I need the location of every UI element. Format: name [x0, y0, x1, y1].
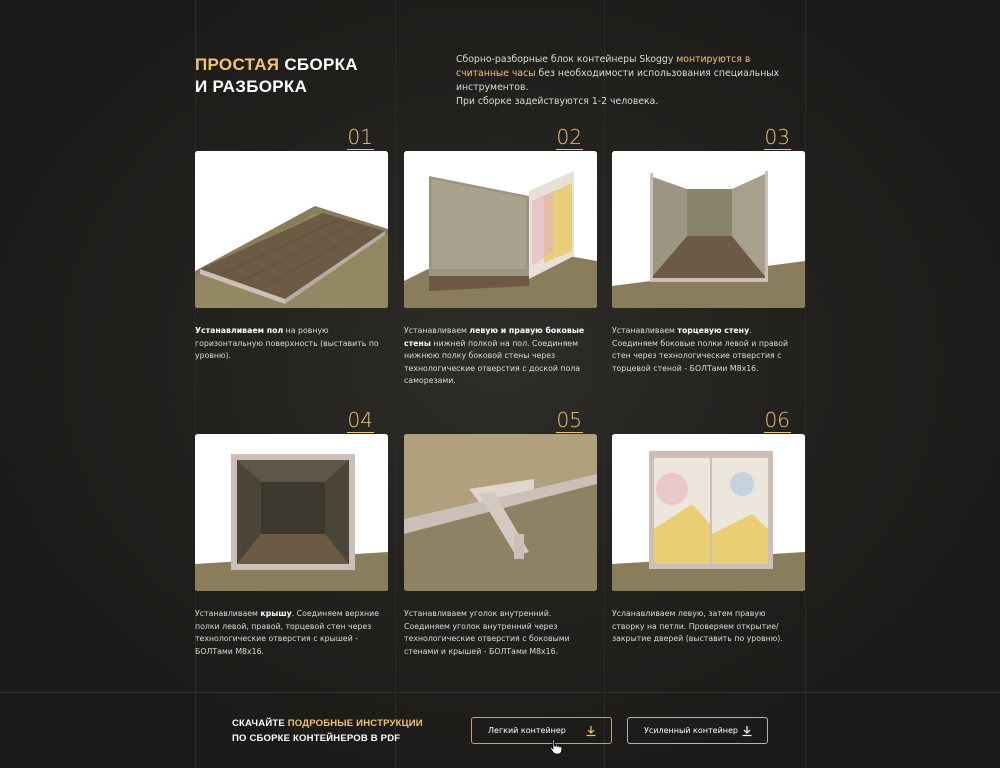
step-number: 01	[347, 125, 373, 149]
download-line2: ПО СБОРКЕ КОНТЕЙНЕРОВ В PDF	[232, 733, 401, 744]
step-text: . Соединяем верхние полки левой, правой, торцевой стен через технологические отверстия с крышей - БОЛТами М8х16.	[195, 609, 380, 656]
step-text: Устанавливаем уголок внутренний. Соединяем уголок внутренний через технологические отверстия с боковыми стенами и крышей - БОЛТами М8х16.	[404, 609, 570, 656]
page-title	[195, 54, 358, 98]
intro-line2: При сборке задействуются 1-2 человека.	[456, 96, 659, 107]
step-text: . Соединяем боковые полки левой и правой стен через технологические отверстия с торцевой стеной - БОЛТами М8х16.	[612, 326, 789, 373]
download-accent: ПОДРОБНЫЕ ИНСТРУКЦИИ	[287, 718, 423, 729]
step-bold: Устанавливаем пол	[195, 326, 284, 335]
step-number: 06	[764, 408, 790, 432]
step-number: 05	[556, 408, 582, 432]
download-light-container-button[interactable]	[471, 717, 612, 744]
grid-line	[604, 0, 605, 768]
step-bold: левую и правую боковые стены	[404, 326, 585, 348]
step-image-roof	[195, 434, 388, 591]
step-description	[404, 325, 589, 388]
title-line2: И РАЗБОРКА	[195, 77, 308, 96]
title-rest: СБОРКА	[279, 55, 358, 74]
download-icon	[585, 725, 597, 737]
download-strong-container-button[interactable]	[627, 717, 768, 744]
step-bold: крышу	[260, 609, 292, 618]
intro-part1: Сборно-разборные блок контейнеры Skoggy	[456, 54, 677, 65]
step-image-inner-corner	[404, 434, 597, 591]
step-number: 02	[556, 125, 582, 149]
step-text: нижней полкой на пол. Соединяем нижнюю полку боковой стены через технологические отверстия с доской пола саморезами.	[404, 338, 581, 385]
intro-text	[456, 53, 796, 109]
intro-part2: без необходимости использования специальных инструментов.	[456, 68, 780, 93]
download-prefix: СКАЧАЙТЕ	[232, 718, 288, 729]
step-description	[195, 325, 380, 363]
grid-line	[395, 0, 396, 768]
step-description	[195, 608, 380, 658]
step-text: Устанавливаем	[404, 326, 470, 335]
step-bold: торцевую стену	[677, 326, 750, 335]
button-label: Легкий контейнер	[488, 726, 566, 735]
title-accent: ПРОСТАЯ	[195, 55, 280, 74]
step-image-floor	[195, 151, 388, 308]
step-description	[612, 325, 797, 375]
intro-accent: монтируются в считанные часы	[456, 54, 751, 79]
hand-cursor-icon	[549, 739, 563, 755]
step-text: Устанавливаем	[195, 609, 261, 618]
step-number: 03	[764, 125, 790, 149]
step-image-doors	[612, 434, 805, 591]
step-description	[612, 608, 797, 646]
grid-line	[805, 0, 806, 768]
step-text: Усланавливаем левую, затем правую створку на петли. Проверяем открытие/закрытие дверей (выставить по уровню).	[612, 609, 783, 643]
download-caption	[232, 716, 423, 746]
step-image-end-wall	[612, 151, 805, 308]
button-label: Усиленный контейнер	[644, 726, 738, 735]
download-icon	[741, 725, 753, 737]
step-number: 04	[347, 408, 373, 432]
step-text: Устанавливаем	[612, 326, 678, 335]
section-divider	[0, 692, 1000, 693]
step-text: на ровную горизонтальную поверхность (выставить по уровню).	[195, 326, 379, 360]
step-image-side-walls	[404, 151, 597, 308]
step-description	[404, 608, 589, 658]
